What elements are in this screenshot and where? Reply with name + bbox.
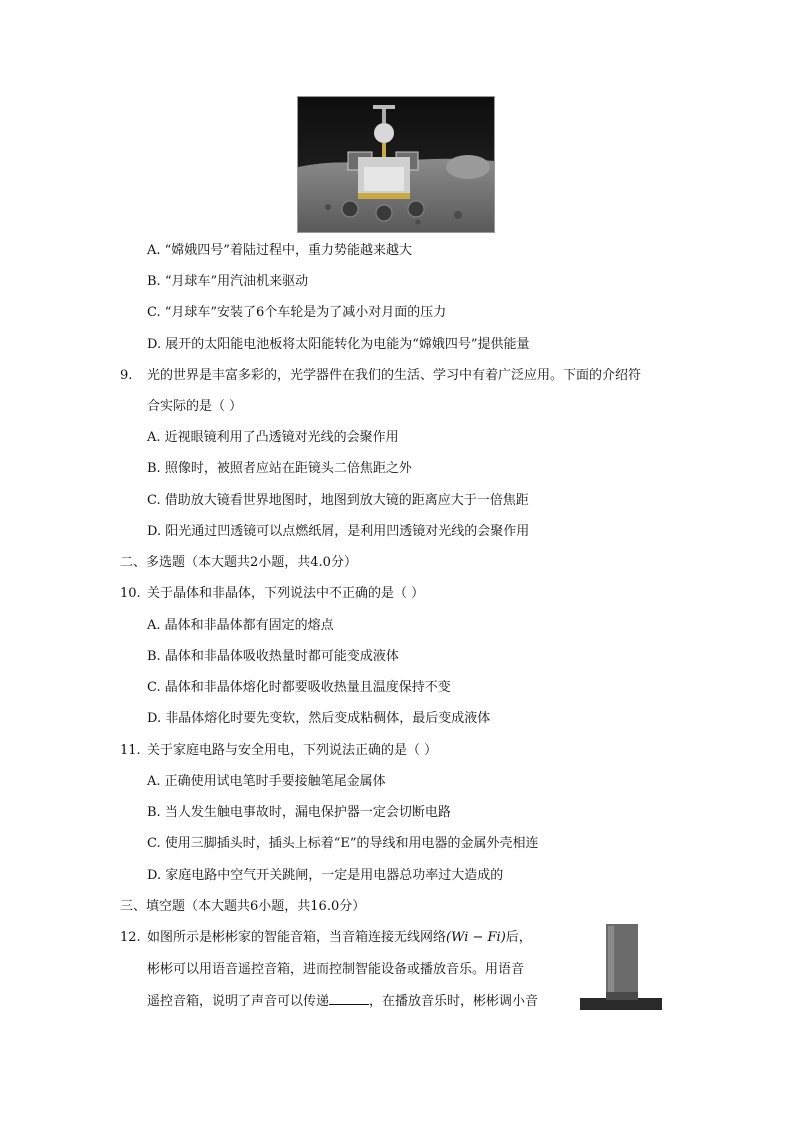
q8-option-c: C. “月球车”安装了6个车轮是为了减小对月面的压力 <box>147 305 447 320</box>
q10-option-a: A. 晶体和非晶体都有固定的熔点 <box>147 618 334 633</box>
q9-option-d: D. 阳光通过凹透镜可以点燃纸屑，是利用凹透镜对光线的会聚作用 <box>147 524 530 539</box>
q12-line1-tail: 后， <box>505 930 532 945</box>
q11-option-a: A. 正确使用试电笔时手要接触笔尾金属体 <box>147 774 386 789</box>
smart-speaker-figure <box>578 918 668 1022</box>
q11-stem: 关于家庭电路与安全用电，下列说法正确的是（ ） <box>147 743 438 758</box>
smart-speaker-illustration <box>578 918 668 1022</box>
q12-line2: 彬彬可以用语音遥控音箱，进而控制智能设备或播放音乐。用语音 <box>147 962 525 977</box>
q12-answer-blank[interactable] <box>329 992 369 1005</box>
q9-stem-line1: 光的世界是丰富多彩的，光学器件在我们的生活、学习中有着广泛应用。下面的介绍符 <box>147 368 642 383</box>
lunar-rover-figure <box>297 96 495 233</box>
q9-number: 9. <box>120 368 133 383</box>
q11-option-b: B. 当人发生触电事故时，漏电保护器一定会切断电路 <box>147 805 451 820</box>
q8-option-d: D. 展开的太阳能电池板将太阳能转化为电能为“嫦娥四号”提供能量 <box>147 337 530 352</box>
q9-stem-line2: 合实际的是（ ） <box>147 399 243 414</box>
q12-number: 12. <box>120 930 141 945</box>
q10-option-c: C. 晶体和非晶体熔化时都要吸收热量且温度保持不变 <box>147 680 451 695</box>
q12-wifi-math: (Wi − Fi) <box>446 930 506 945</box>
q10-number: 10. <box>120 586 141 601</box>
q12-line1 <box>147 929 532 947</box>
section-fill-blank-title: 三、填空题（本大题共6小题，共16.0分） <box>120 899 366 914</box>
q10-option-d: D. 非晶体熔化时要先变软，然后变成粘稠体，最后变成液体 <box>147 711 491 726</box>
q12-line3 <box>147 992 538 1011</box>
lunar-rover-illustration <box>298 97 494 232</box>
q12-line1-text: 如图所示是彬彬家的智能音箱，当音箱连接无线网络 <box>147 930 447 945</box>
section-multi-choice-title: 二、多选题（本大题共2小题，共4.0分） <box>120 555 357 570</box>
q9-option-a: A. 近视眼镜利用了凸透镜对光线的会聚作用 <box>147 430 399 445</box>
q10-stem: 关于晶体和非晶体，下列说法中不正确的是（ ） <box>147 586 425 601</box>
q11-number: 11. <box>120 743 141 758</box>
q9-option-b: B. 照像时，被照者应站在距镜头二倍焦距之外 <box>147 461 412 476</box>
q8-option-a: A. “嫦娥四号”着陆过程中，重力势能越来越大 <box>147 243 412 258</box>
q11-option-c: C. 使用三脚插头时，插头上标着“E”的导线和用电器的金属外壳相连 <box>147 836 539 851</box>
q9-option-c: C. 借助放大镜看世界地图时，地图到放大镜的距离应大于一倍焦距 <box>147 493 529 508</box>
q12-line3-text: 遥控音箱，说明了声音可以传递 <box>147 994 330 1009</box>
q12-line3-tail: ，在播放音乐时，彬彬调小音 <box>369 994 539 1009</box>
q10-option-b: B. 晶体和非晶体吸收热量时都可能变成液体 <box>147 649 399 664</box>
q8-option-b: B. “月球车”用汽油机来驱动 <box>147 274 309 289</box>
q11-option-d: D. 家庭电路中空气开关跳闸，一定是用电器总功率过大造成的 <box>147 868 504 883</box>
